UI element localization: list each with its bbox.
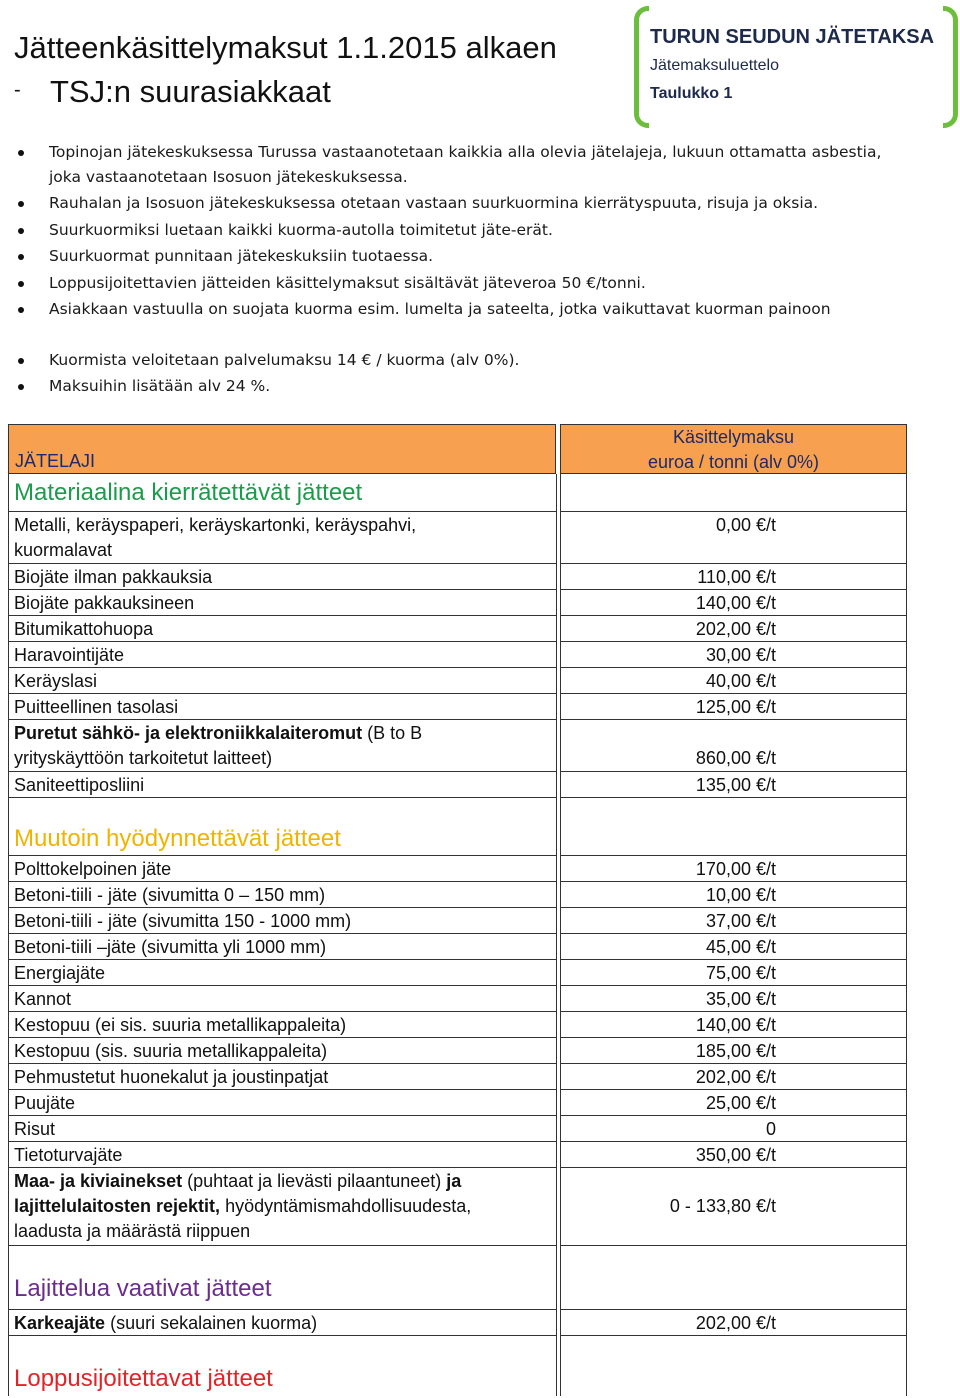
table-row: Risut 0 bbox=[8, 1116, 908, 1142]
list-item: Suurkuormiksi luetaan kaikki kuorma-autolla toimitetut jäte-erät. bbox=[49, 218, 949, 243]
column-header-waste-type: JÄTELAJI bbox=[8, 424, 556, 474]
table-row: Kannot 35,00 €/t bbox=[8, 986, 908, 1012]
page-subtitle bbox=[14, 74, 331, 110]
table-row: Maa- ja kiviainekset (puhtaat ja lievästi pilaantuneet) ja lajittelulaitosten rejektit, hyödyntämismahdollisuudesta, laadusta ja määrästä riippuen 0 - 133,80 €/t bbox=[8, 1168, 908, 1246]
table-row: Biojäte pakkauksineen 140,00 €/t bbox=[8, 590, 908, 616]
table-row: Puitteellinen tasolasi 125,00 €/t bbox=[8, 694, 908, 720]
table-row: Kestopuu (sis. suuria metallikappaleita) 185,00 €/t bbox=[8, 1038, 908, 1064]
table-row: Bitumikattohuopa 202,00 €/t bbox=[8, 616, 908, 642]
bullet-icon bbox=[18, 254, 24, 260]
table-row: Energiajäte 75,00 €/t bbox=[8, 960, 908, 986]
bullet-icon bbox=[18, 358, 24, 364]
table-row: Polttokelpoinen jäte 170,00 €/t bbox=[8, 856, 908, 882]
section-title-landfill: Loppusijoitettavat jätteet bbox=[14, 1365, 273, 1392]
table-row: Betoni-tiili - jäte (sivumitta 0 – 150 mm) 10,00 €/t bbox=[8, 882, 908, 908]
bullet-icon bbox=[18, 281, 24, 287]
table-row: Betoni-tiili - jäte (sivumitta 150 - 1000 mm) 37,00 €/t bbox=[8, 908, 908, 934]
table-row: Tietoturvajäte 350,00 €/t bbox=[8, 1142, 908, 1168]
section-title-recyclable: Materiaalina kierrätettävät jätteet bbox=[14, 479, 363, 506]
list-item: Rauhalan ja Isosuon jätekeskuksessa otetaan vastaan suurkuormina kierrätyspuuta, risuja ja oksia. bbox=[49, 191, 949, 216]
list-item: Loppusijoitettavien jätteiden käsittelymaksut sisältävät jäteveroa 50 €/tonni. bbox=[49, 271, 949, 296]
section-row bbox=[8, 1246, 908, 1310]
section-row bbox=[8, 1336, 908, 1396]
page-title: Jätteenkäsittelymaksut 1.1.2015 alkaen bbox=[14, 30, 557, 65]
section-title-recovered: Muutoin hyödynnettävät jätteet bbox=[14, 825, 341, 852]
list-item: Maksuihin lisätään alv 24 %. bbox=[49, 374, 949, 399]
bracket-right-icon bbox=[943, 6, 958, 128]
table-row: Pehmustetut huonekalut ja joustinpatjat 202,00 €/t bbox=[8, 1064, 908, 1090]
bullet-icon bbox=[18, 384, 24, 390]
subtitle-text: TSJ:n suurasiakkaat bbox=[50, 74, 331, 109]
tariff-badge bbox=[634, 6, 958, 124]
table-row: Biojäte ilman pakkauksia 110,00 €/t bbox=[8, 564, 908, 590]
subtitle-dash: - bbox=[14, 79, 21, 101]
table-row: Keräyslasi 40,00 €/t bbox=[8, 668, 908, 694]
bullet-icon bbox=[18, 150, 24, 156]
bullet-icon bbox=[18, 228, 24, 234]
table-row: Puretut sähkö- ja elektroniikkalaiteromut (B to B yrityskäyttöön tarkoitetut laitteet) 860,00 €/t bbox=[8, 720, 908, 772]
table-row: Metalli, keräyspaperi, keräyskartonki, keräyspahvi, kuormalavat 0,00 €/t bbox=[8, 512, 908, 564]
column-header-fee: Käsittelymaksu euroa / tonni (alv 0%) bbox=[560, 424, 907, 474]
table-row: Kestopuu (ei sis. suuria metallikappaleita) 140,00 €/t bbox=[8, 1012, 908, 1038]
section-row bbox=[8, 474, 908, 512]
section-title-sorting: Lajittelua vaativat jätteet bbox=[14, 1275, 272, 1302]
bullet-icon bbox=[18, 307, 24, 313]
table-row: Betoni-tiili –jäte (sivumitta yli 1000 mm) 45,00 €/t bbox=[8, 934, 908, 960]
section-row bbox=[8, 798, 908, 856]
tariff-name: TURUN SEUDUN JÄTETAKSA bbox=[650, 26, 935, 48]
table-row: Karkeajäte (suuri sekalainen kuorma) 202,00 €/t bbox=[8, 1310, 908, 1336]
table-row: Haravointijäte 30,00 €/t bbox=[8, 642, 908, 668]
table-row: Puujäte 25,00 €/t bbox=[8, 1090, 908, 1116]
tariff-list-label: Jätemaksuluettelo bbox=[650, 57, 779, 74]
list-item-continuation: joka vastaanotetaan Isosuon jätekeskuksessa. bbox=[49, 168, 408, 186]
list-item: Asiakkaan vastuulla on suojata kuorma esim. lumelta ja sateelta, jotka vaikuttavat kuorman painoon bbox=[49, 297, 949, 322]
list-item: Suurkuormat punnitaan jätekeskuksiin tuotaessa. bbox=[49, 244, 949, 269]
tariff-table-label: Taulukko 1 bbox=[650, 85, 733, 102]
list-item: Topinojan jätekeskuksessa Turussa vastaanotetaan kaikkia alla olevia jätelajeja, lukuun ottamatta asbestia, bbox=[49, 140, 949, 165]
bracket-left-icon bbox=[634, 6, 649, 128]
bullet-icon bbox=[18, 201, 24, 207]
table-row: Saniteettiposliini 135,00 €/t bbox=[8, 772, 908, 798]
list-item: Kuormista veloitetaan palvelumaksu 14 € / kuorma (alv 0%). bbox=[49, 348, 949, 373]
page-header bbox=[0, 0, 960, 130]
